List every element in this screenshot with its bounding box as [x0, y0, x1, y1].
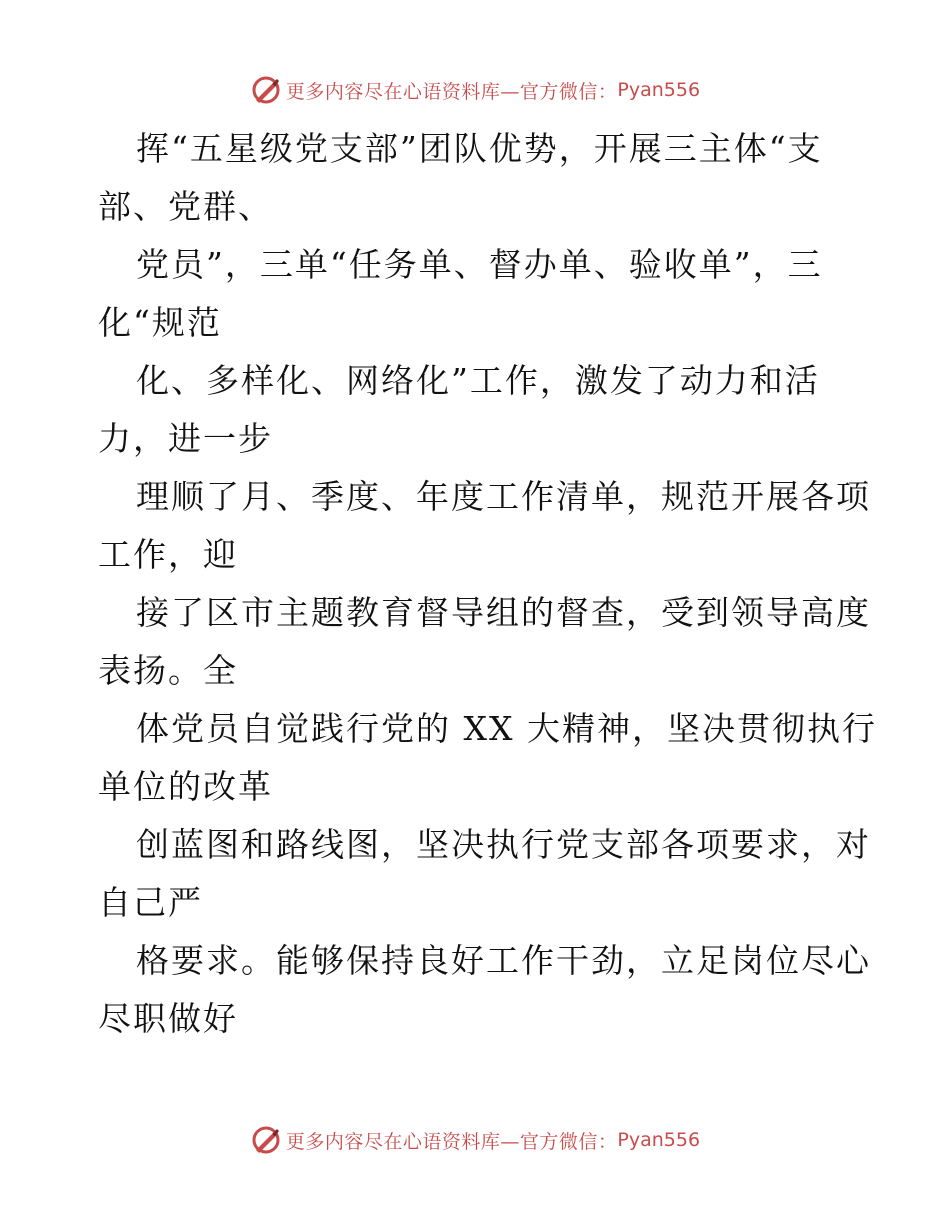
text-line: 单位的改革 — [98, 767, 273, 806]
text-line: 力，进一步 — [98, 419, 273, 458]
header-banner-text: 更多内容尽在心语资料库—官方微信： — [285, 80, 618, 103]
text-line: 接了区市主题教育督导组的督查，受到领导高度 — [136, 593, 871, 632]
text-line: 挥“五星级党支部”团队优势，开展三主体“支 — [136, 129, 823, 168]
text-line: 体党员自觉践行党的 XX 大精神，坚决贯彻执行 — [136, 709, 877, 748]
text-line: 表扬。全 — [98, 651, 238, 690]
text-line: 理顺了月、季度、年度工作清单，规范开展各项 — [136, 477, 871, 516]
footer-banner-text: 更多内容尽在心语资料库—官方微信： — [285, 1130, 618, 1153]
text-line: 工作，迎 — [98, 535, 238, 574]
footer-banner — [0, 1120, 950, 1160]
document-body — [98, 120, 877, 1048]
text-line: 部、党群、 — [98, 187, 273, 226]
header-wechat-id: Pyan556 — [617, 79, 701, 101]
text-line: 格要求。能够保持良好工作干劲，立足岗位尽心 — [136, 941, 871, 980]
text-line: 尽职做好 — [98, 999, 238, 1038]
text-line: 创蓝图和路线图，坚决执行党支部各项要求，对 — [136, 825, 871, 864]
header-banner — [0, 70, 950, 110]
text-line: 化、多样化、网络化”工作，激发了动力和活 — [136, 361, 820, 400]
pen-logo-icon — [250, 74, 282, 106]
text-line: 自己严 — [98, 883, 203, 922]
text-line: 化“规范 — [98, 303, 222, 342]
footer-wechat-id: Pyan556 — [617, 1129, 701, 1151]
text-line: 党员”，三单“任务单、督办单、验收单”，三 — [136, 245, 823, 284]
pen-logo-icon — [250, 1124, 282, 1156]
